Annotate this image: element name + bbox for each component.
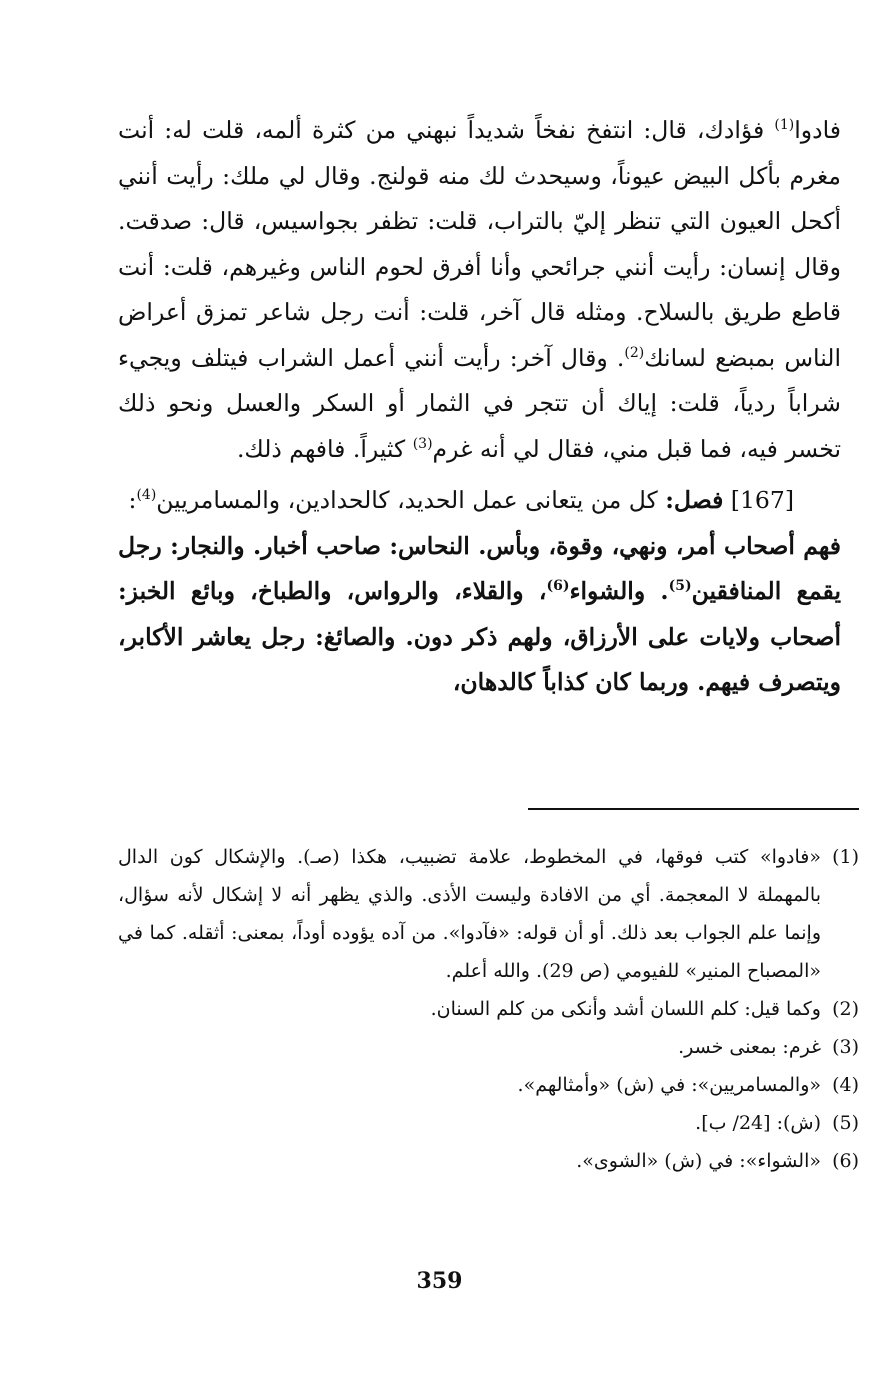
footnote-5 — [118, 1104, 859, 1142]
paragraph-1 — [118, 108, 841, 472]
section-label: فصل: — [665, 486, 724, 514]
footnote-ref-1: (1) — [774, 117, 795, 134]
text-segment: . وقال آخر: رأيت أنني أعمل الشراب فيتلف ويجيء شراباً ردياً، قلت: إياك أن تتجر في الثمار أو السكر والعسل ونحو ذلك تخسر فيه، فما قبل مني، فقال لي أنه غرم — [118, 343, 841, 463]
footnote-text: «والمسامريين»: في (ش) «وأمثالهم». — [517, 1074, 821, 1096]
section-title: كل من يتعانى عمل الحديد، كالحدادين، والمسامريين — [156, 486, 666, 514]
footnote-1 — [118, 838, 859, 990]
footnote-text: وكما قيل: كلم اللسان أشد وأنكى من كلم السنان. — [430, 998, 821, 1020]
text-segment: ، والقلاء، والرواس، والطباخ، وبائع الخبز: أصحاب ولايات على الأرزاق، ولهم ذكر دون. والصائغ: رجل يعاشر الأكابر، ويتصرف فيهم. وربما كان كذاباً كالدهان، — [118, 577, 841, 696]
section-title-end: : — [128, 486, 137, 514]
footnote-separator — [528, 808, 859, 810]
text-segment: فادوا — [794, 116, 841, 144]
footnote-ref-4: (4) — [136, 487, 157, 504]
footnote-ref-2: (2) — [624, 344, 645, 361]
footnote-6 — [118, 1142, 859, 1180]
section-number: [167] — [730, 486, 794, 514]
text-segment: كثيراً. فافهم ذلك. — [236, 434, 413, 463]
footnote-text: «فادوا» كتب فوقها، في المخطوط، علامة تضبيب، هكذا (صـ). والإشكال كون الدال بالمهملة لا المعجمة. أي من الافادة وليست الأذى. والذي يظهر أنه لا إشكال لأنه سؤال، وإنما علم الجواب بعد ذلك. أو أن قوله: «فآدوا». من آده يؤوده أوداً، بمعنى: أثقله. كما في «المصباح المنير» للفيومي (ص 29). والله أعلم. — [118, 846, 821, 982]
text-segment: فؤادك، قال: انتفخ نفخاً شديداً نبهني من كثرة ألمه، قلت له: أنت مغرم بأكل البيض عيوناً، وسيحدث لك منه قولنج. وقال لي ملك: رأيت أنني أكحل العيون التي تنظر إليّ بالتراب، قلت: تظفر بجواسيس، قال: صدقت. وقال إنسان: رأيت أنني جرائحي وأنا أفرق لحوم الناس وغيرهم، قلت: أنت قاطع طريق بالسلاح. ومثله قال آخر، قلت: أنت رجل شاعر تمزق أعراض الناس بمبضع لسانك — [118, 116, 841, 372]
footnotes — [118, 838, 859, 1180]
footnote-number: (1) — [832, 846, 859, 868]
footnote-text: «الشواء»: في (ش) «الشوى». — [576, 1150, 821, 1172]
footnote-ref-6: (6) — [546, 578, 570, 595]
footnote-number: (4) — [832, 1074, 859, 1096]
text-segment: . والشواء — [569, 577, 669, 605]
footnote-ref-3: (3) — [412, 435, 433, 452]
footnote-2 — [118, 990, 859, 1028]
footnote-number: (2) — [832, 998, 859, 1020]
footnote-number: (6) — [832, 1150, 859, 1172]
main-text — [118, 108, 841, 706]
footnote-4 — [118, 1066, 859, 1104]
section-heading — [118, 478, 841, 524]
footnote-number: (5) — [832, 1112, 859, 1134]
bold-paragraph — [118, 524, 841, 706]
page-number: 359 — [416, 1268, 463, 1294]
footnote-3 — [118, 1028, 859, 1066]
footnote-text: غرم: بمعنى خسر. — [678, 1036, 821, 1058]
footnote-number: (3) — [832, 1036, 859, 1058]
footnote-ref-5: (5) — [668, 578, 692, 595]
footnote-text: (ش): [24/ ب]. — [695, 1112, 821, 1134]
text-segment: فهم أصحاب أمر، ونهي، وقوة، وبأس. النحاس: صاحب أخبار. والنجار: رجل يقمع المنافقين — [118, 531, 841, 605]
